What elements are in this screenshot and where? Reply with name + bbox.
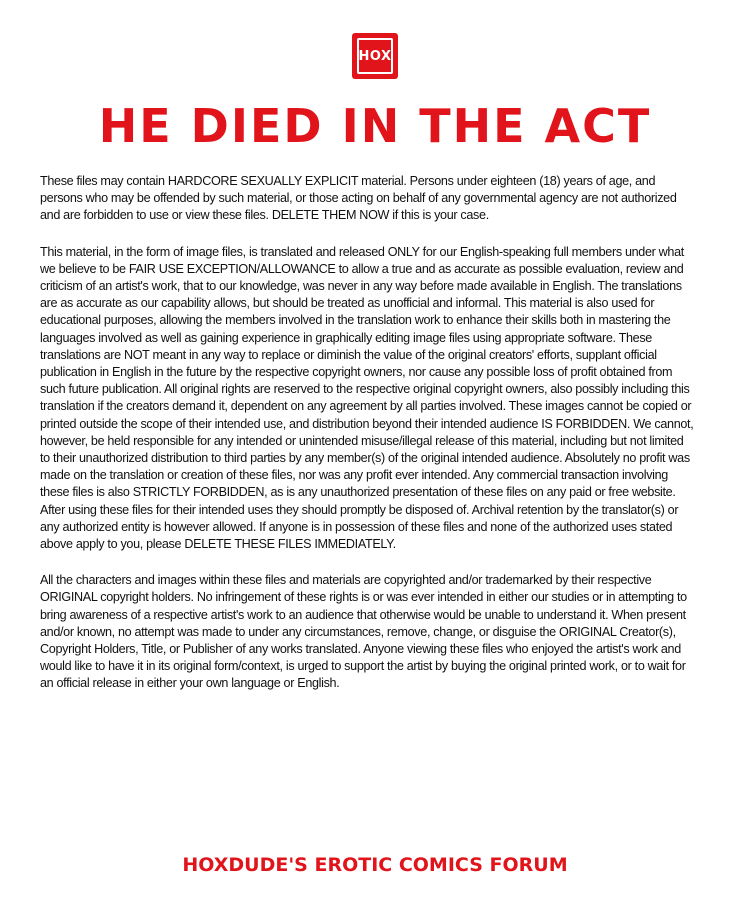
- hox-logo: [352, 33, 398, 79]
- forum-footer: HOXDUDE'S EROTIC COMICS FORUM: [182, 854, 568, 876]
- disclaimer-paragraph-fair-use: This material, in the form of image files, is translated and released ONLY for our English-speaking full members under what we believe to be FAIR USE EXCEPTION/ALLOWANCE to allow a true and as accurate as possible evaluation, review and criticism of an artist's work, that to our knowledge, was never in any way before made available in English. The translations are as accurate as our capability allows, but should be treated as unofficial and informal. This material is also used for educational purposes, allowing the members involved in the translation work to enhance their skills both in mastering the languages involved as well as gaining experience in graphically editing image files using appropriate software. These translations are NOT meant in any way to replace or diminish the value of the original creators' efforts, supplant official publication in English in the future by the respective copyright owners, nor cause any possible loss of profit obtained from such future publication. All original rights are reserved to the respective original copyright owners, also possibly including this translation if the creators demand it, dependent on any agreement by all parties involved. These images cannot be copied or printed outside the scope of their intended use, and distribution beyond their intended audience IS FORBIDDEN. We cannot, however, be held responsible for any intended or unintended misuse/illegal release of this material, including but not limited to their unauthorized distribution to third parties by any member(s) of the original intended audience. Absolutely no profit was made on the translation or creation of these files, nor was any profit ever intended. Any commercial transaction involving these files is also STRICTLY FORBIDDEN, as is any unauthorized presentation of these files on any paid or free website. After using these files for their intended uses they should promptly be disposed of. Archival retention by the translator(s) or any authorized entity is however allowed. If anyone is in possession of these files and none of the authorized uses stated above apply to you, please DELETE THESE FILES IMMEDIATELY.: [40, 243, 694, 552]
- page-title: HE DIED IN THE ACT: [98, 99, 652, 153]
- logo-container: [0, 33, 750, 79]
- disclaimer-notice: [40, 172, 694, 711]
- logo-text: HOX: [358, 48, 392, 64]
- disclaimer-paragraph-copyright: All the characters and images within these files and materials are copyrighted and/or trademarked by their respective ORIGINAL copyright holders. No infringement of these rights is or was ever intended in either our studies or in attempting to bring awareness of a respective artist's work to an audience that otherwise would be unable to understand it. When present and/or known, no attempt was made to under any circumstances, remove, change, or disguise the ORIGINAL Creator(s), Copyright Holders, Title, or Publisher of any works translated. Anyone viewing these files who enjoyed the artist's work and would like to have it in its original form/context, is urged to support the artist by buying the original printed work, or to wait for an official release in either your own language or English.: [40, 572, 687, 691]
- disclaimer-paragraph-content-warning: These files may contain HARDCORE SEXUALLY EXPLICIT material. Persons under eighteen (18) years of age, and persons who may be offended by such material, or those acting on behalf of any governmental agency are not authorized and are forbidden to use or view these files. DELETE THEM NOW if this is your case.: [40, 173, 677, 223]
